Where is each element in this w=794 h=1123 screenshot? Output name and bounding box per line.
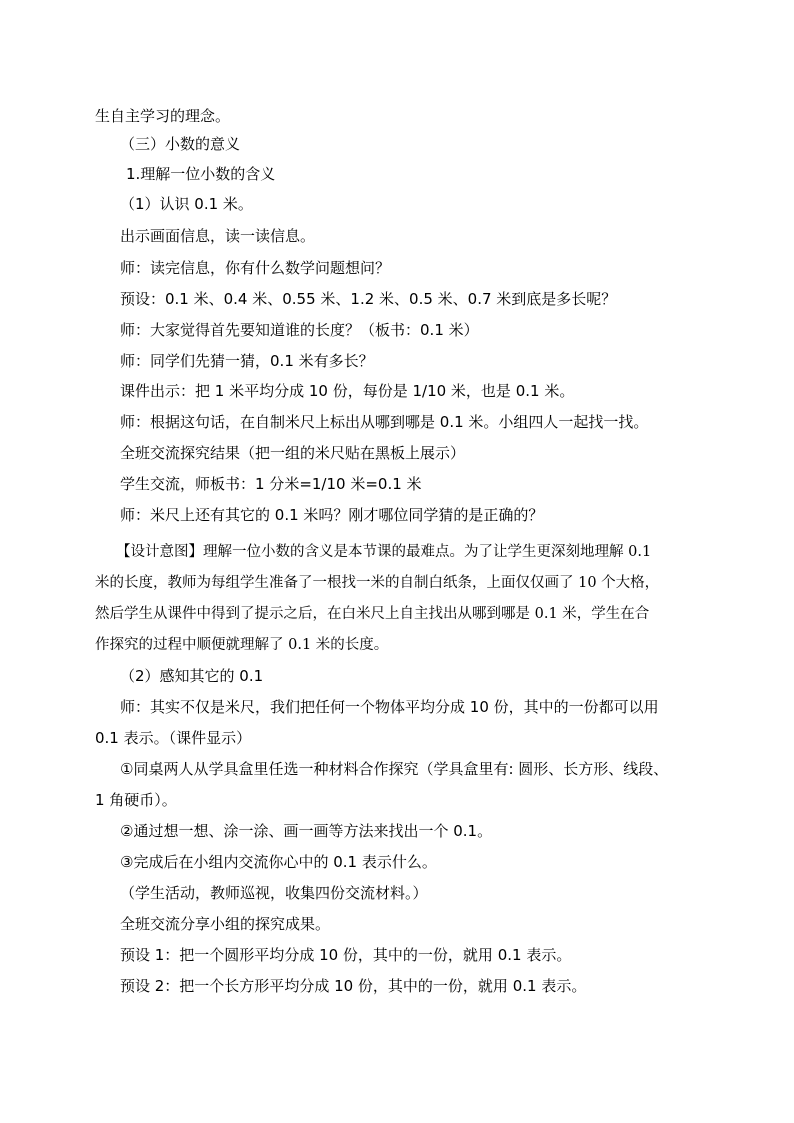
paragraph-line: 预设 1：把一个圆形平均分成 10 份，其中的一份，就用 0.1 表示。 — [120, 946, 572, 964]
paragraph-line: 师：米尺上还有其它的 0.1 米吗？刚才哪位同学猜的是正确的？ — [120, 506, 544, 524]
paragraph-line: 师：其实不仅是米尺，我们把任何一个物体平均分成 10 份，其中的一份都可以用 — [120, 698, 659, 716]
paragraph-line: 师：同学们先猜一猜，0.1 米有多长？ — [120, 352, 374, 370]
paragraph-line: 师：大家觉得首先要知道谁的长度？（板书：0.1 米） — [120, 321, 479, 339]
list-item: ③完成后在小组内交流你心中的 0.1 表示什么。 — [120, 853, 437, 871]
paragraph-line: 预设 2：把一个长方形平均分成 10 份，其中的一份，就用 0.1 表示。 — [120, 977, 587, 995]
paragraph-line: 全班交流探究结果（把一组的米尺贴在黑板上展示） — [120, 444, 466, 462]
paragraph-line: 学生交流，师板书：1 分米=1/10 米=0.1 米 — [120, 475, 422, 493]
section-heading: （三）小数的意义 — [120, 135, 241, 153]
paragraph-line: （学生活动，教师巡视，收集四份交流材料。） — [120, 884, 428, 902]
item-heading: （1）认识 0.1 米。 — [120, 195, 253, 213]
list-item: ②通过想一想、涂一涂、画一画等方法来找出一个 0.1。 — [120, 822, 493, 840]
design-intent-line: 作探究的过程中顺便就理解了 0.1 米的长度。 — [95, 637, 389, 653]
list-item: ①同桌两人从学具盒里任选一种材料合作探究（学具盒里有: 圆形、长方形、线段、 — [120, 760, 669, 778]
paragraph-line: 师：读完信息，你有什么数学问题想问？ — [120, 259, 391, 277]
paragraph-line: 课件出示：把 1 米平均分成 10 份，每份是 1/10 米，也是 0.1 米。 — [120, 382, 575, 400]
paragraph-line: 0.1 表示。（课件显示） — [95, 729, 252, 747]
design-intent-line: 米的长度，教师为每组学生准备了一根找一米的自制白纸条，上面仅仅画了 10 个大格， — [95, 575, 660, 591]
paragraph-line: 生自主学习的理念。 — [95, 107, 231, 125]
paragraph-line: 师：根据这句话，在自制米尺上标出从哪到哪是 0.1 米。小组四人一起找一找。 — [120, 413, 649, 431]
design-intent-line: 【设计意图】理解一位小数的含义是本节课的最难点。为了让学生更深刻地理解 0.1 — [116, 544, 652, 560]
paragraph-line: 预设：0.1 米、0.4 米、0.55 米、1.2 米、0.5 米、0.7 米到底是多长呢？ — [120, 290, 617, 308]
item-heading: （2）感知其它的 0.1 — [120, 667, 264, 685]
design-intent-line: 然后学生从课件中得到了提示之后，在白米尺上自主找出从哪到哪是 0.1 米，学生在合 — [95, 606, 650, 622]
paragraph-line: 全班交流分享小组的探究成果。 — [120, 915, 331, 933]
subsection-heading: 1.理解一位小数的含义 — [126, 165, 276, 183]
list-item-continuation: 1 角硬币）。 — [95, 791, 177, 809]
paragraph-line: 出示画面信息，读一读信息。 — [120, 227, 316, 245]
